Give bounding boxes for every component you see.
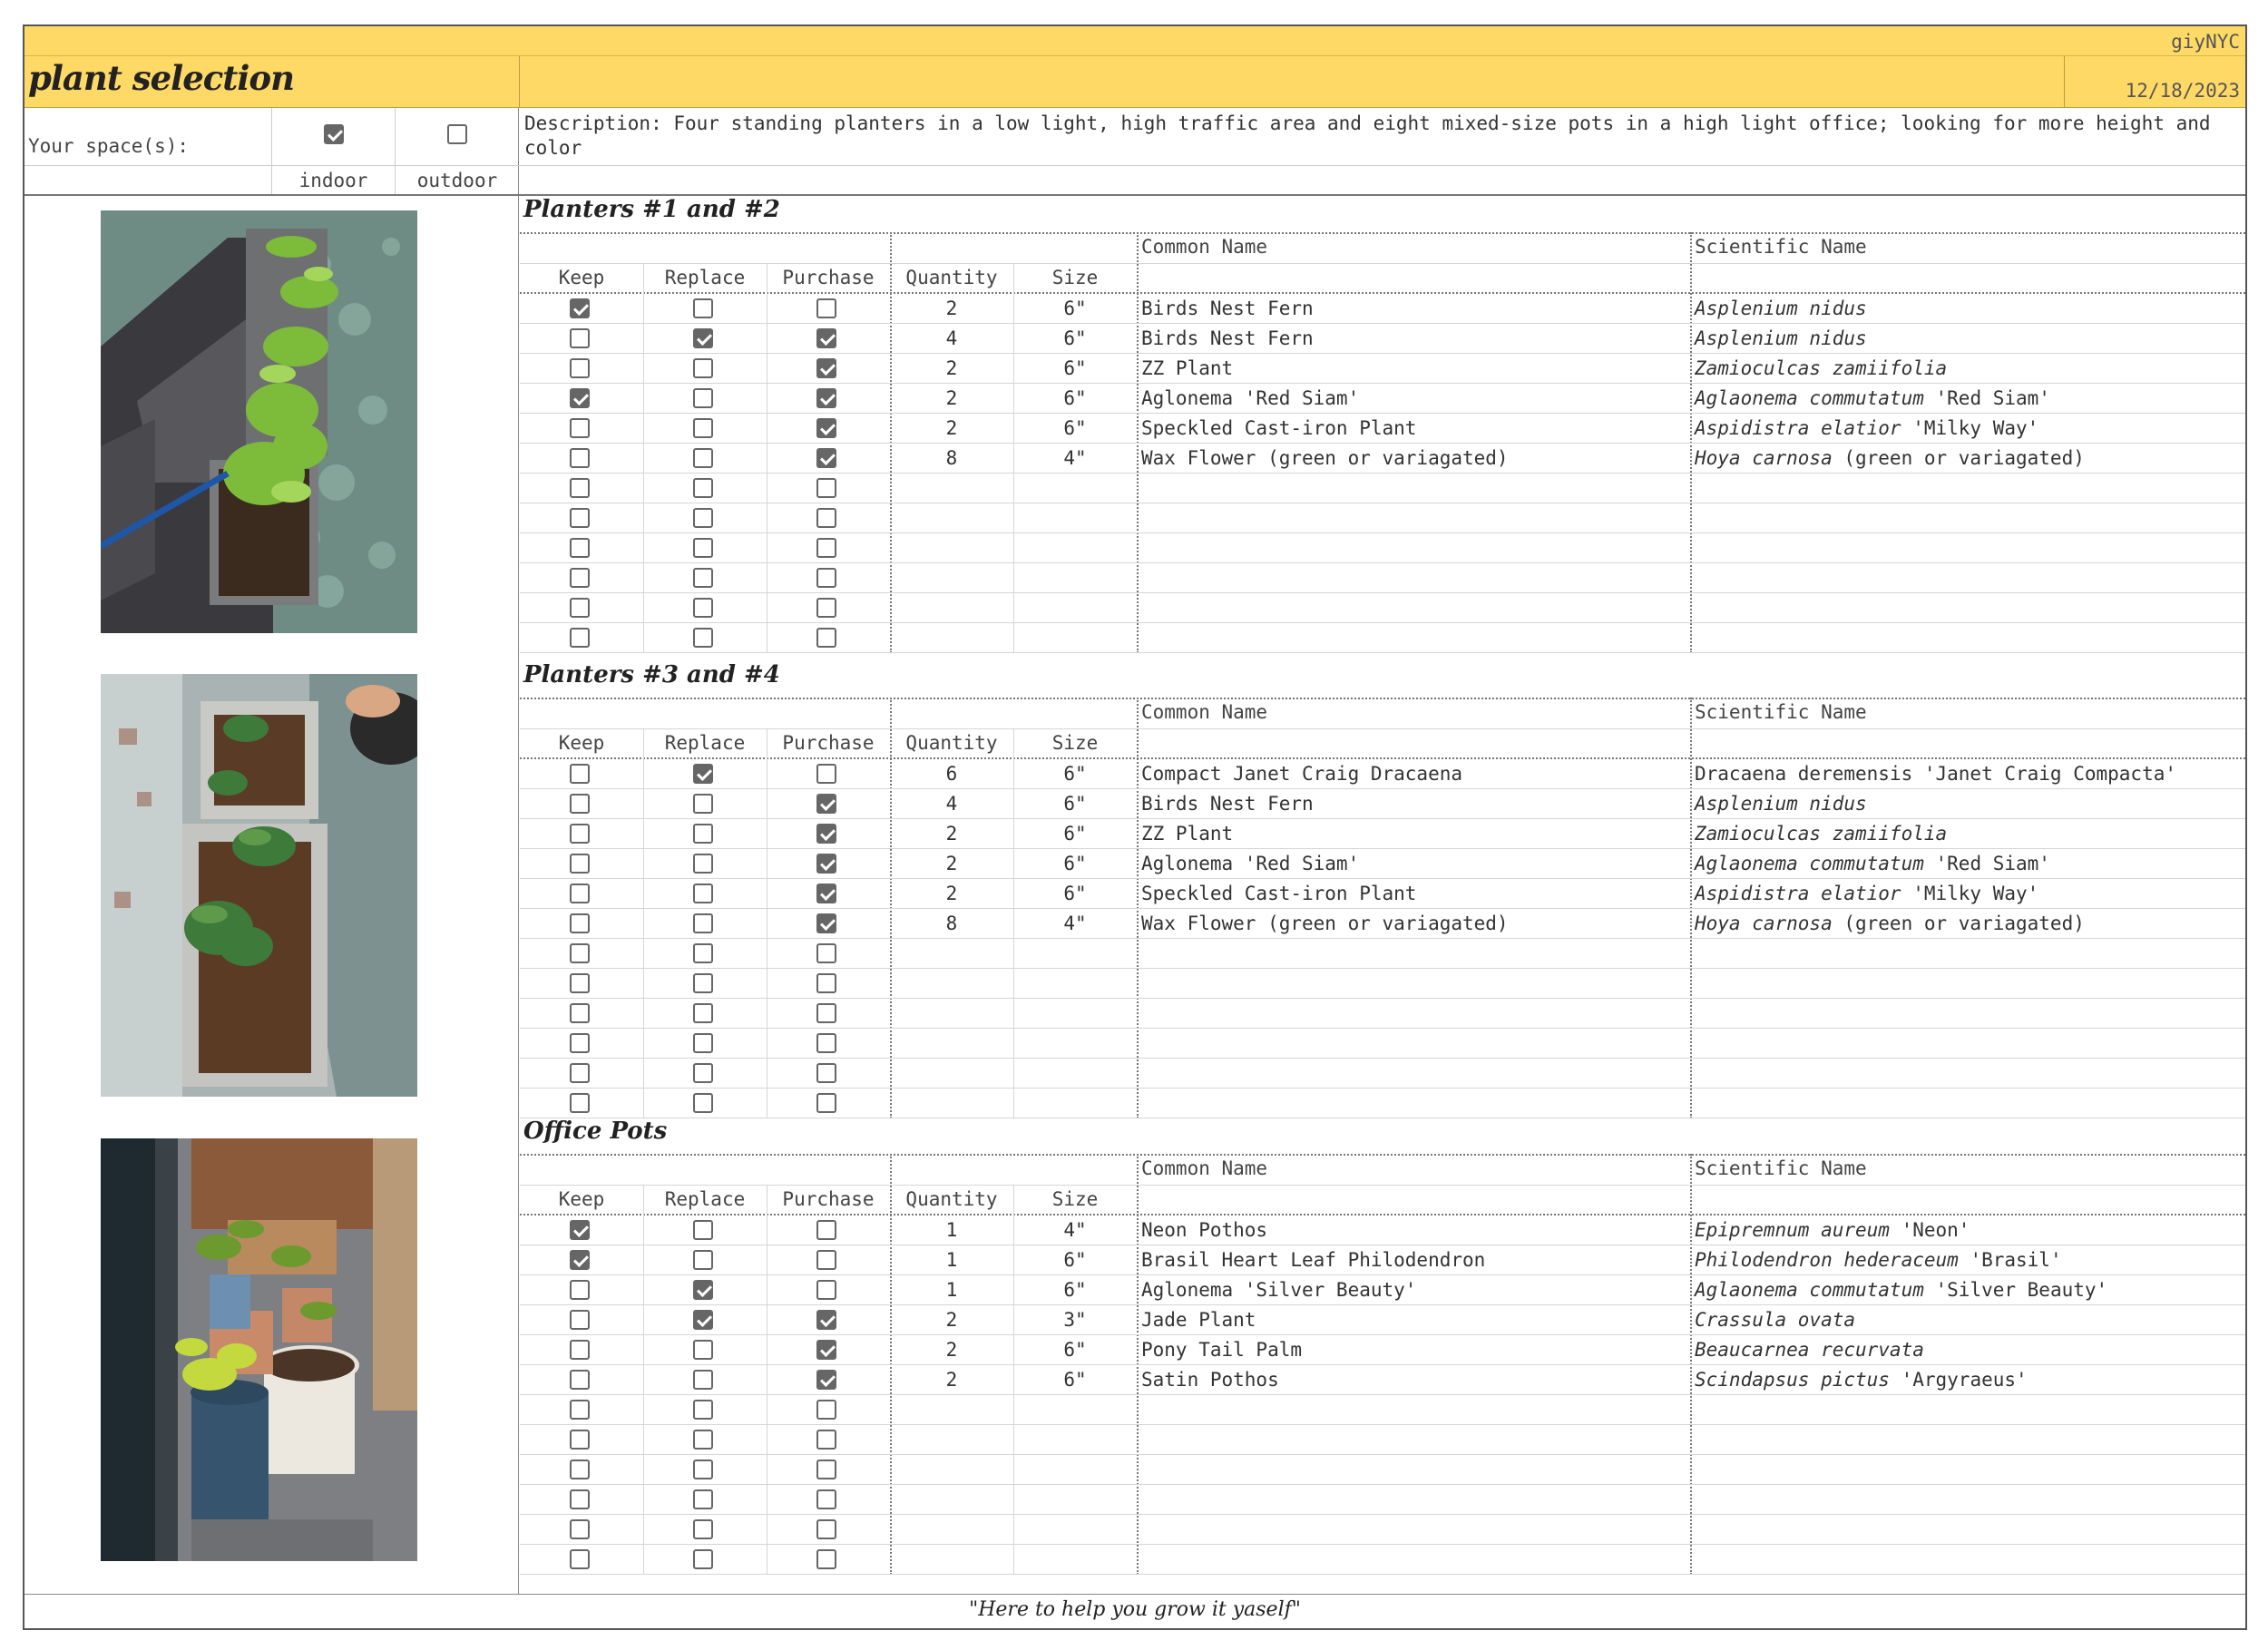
keep-checkbox[interactable] <box>570 418 590 438</box>
header-keep: Keep <box>558 732 605 754</box>
table-row <box>520 879 2245 909</box>
replace-checkbox[interactable] <box>693 568 713 588</box>
scientific-cultivar: 'Argyraeus' <box>1889 1369 2028 1391</box>
scientific-genus-species: Hoya carnosa <box>1695 913 1833 934</box>
size-cell[interactable]: 6" <box>1063 1369 1087 1391</box>
table-row <box>520 324 2245 354</box>
page-title: plant selection <box>28 58 294 98</box>
replace-checkbox[interactable] <box>693 328 713 348</box>
purchase-checkbox[interactable] <box>816 854 836 874</box>
replace-checkbox[interactable] <box>693 538 713 558</box>
purchase-checkbox[interactable] <box>816 973 836 993</box>
keep-checkbox[interactable] <box>570 298 590 318</box>
keep-checkbox[interactable] <box>570 328 590 348</box>
table-row <box>520 503 2245 533</box>
purchase-checkbox[interactable] <box>816 358 836 378</box>
common-name-cell[interactable]: Aglonema 'Red Siam' <box>1141 853 1360 874</box>
scientific-genus-species: Aglaonema commutatum <box>1695 853 1924 874</box>
scientific-cultivar: 'Brasil' <box>1958 1249 2062 1271</box>
scientific-genus-species: Scindapsus pictus <box>1695 1369 1890 1391</box>
keep-checkbox[interactable] <box>570 1310 590 1330</box>
replace-checkbox[interactable] <box>693 448 713 468</box>
scientific-genus-species: Epipremnum aureum <box>1695 1219 1890 1241</box>
space-label: Your space(s): <box>28 135 190 157</box>
header-purchase: Purchase <box>782 732 875 754</box>
size-cell[interactable]: 6" <box>1063 763 1087 785</box>
quantity-cell[interactable]: 1 <box>945 1249 958 1271</box>
purchase-checkbox[interactable] <box>816 508 836 528</box>
quantity-cell[interactable]: 2 <box>945 1309 958 1331</box>
table-row <box>520 1485 2245 1515</box>
keep-checkbox[interactable] <box>570 764 590 784</box>
photo-column <box>24 196 519 1594</box>
purchase-checkbox[interactable] <box>816 1549 836 1569</box>
common-name-cell[interactable]: ZZ Plant <box>1141 357 1234 379</box>
purchase-checkbox[interactable] <box>816 794 836 814</box>
replace-checkbox[interactable] <box>693 854 713 874</box>
purchase-checkbox[interactable] <box>816 448 836 468</box>
header-common-name: Common Name <box>1141 1157 1268 1179</box>
scientific-cultivar: (green or variagated) <box>1832 913 2085 934</box>
common-name-cell[interactable]: Neon Pothos <box>1141 1219 1268 1241</box>
replace-checkbox[interactable] <box>693 1033 713 1053</box>
keep-checkbox[interactable] <box>570 824 590 844</box>
size-cell[interactable]: 4" <box>1063 1219 1087 1241</box>
header-replace: Replace <box>664 1188 746 1210</box>
table-row <box>520 294 2245 324</box>
scientific-name-cell[interactable] <box>1695 879 2038 909</box>
common-name-cell[interactable]: Jade Plant <box>1141 1309 1256 1331</box>
header-replace: Replace <box>664 732 746 754</box>
purchase-checkbox[interactable] <box>816 1220 836 1240</box>
quantity-cell[interactable]: 2 <box>945 417 958 439</box>
replace-checkbox[interactable] <box>693 1400 713 1420</box>
common-name-cell[interactable]: Aglonema 'Silver Beauty' <box>1141 1279 1417 1301</box>
table-row <box>520 1305 2245 1335</box>
common-name-cell[interactable]: Compact Janet Craig Dracaena <box>1141 763 1463 785</box>
scientific-genus-species: Aglaonema commutatum <box>1695 387 1924 409</box>
keep-checkbox[interactable] <box>570 1093 590 1113</box>
header-scientific-name: Scientific Name <box>1695 236 1867 258</box>
purchase-checkbox[interactable] <box>816 1250 836 1270</box>
purchase-checkbox[interactable] <box>816 538 836 558</box>
header-quantity: Quantity <box>905 267 998 288</box>
table-row <box>520 623 2245 653</box>
table-row <box>520 384 2245 414</box>
header-purchase: Purchase <box>782 267 875 288</box>
table-row <box>520 939 2245 969</box>
quantity-cell[interactable]: 2 <box>945 298 958 319</box>
keep-checkbox[interactable] <box>570 568 590 588</box>
replace-checkbox[interactable] <box>693 1489 713 1509</box>
replace-checkbox[interactable] <box>693 508 713 528</box>
header-common-name: Common Name <box>1141 236 1268 258</box>
replace-checkbox[interactable] <box>693 1093 713 1113</box>
replace-checkbox[interactable] <box>693 1340 713 1360</box>
scientific-name-cell[interactable] <box>1695 909 2085 939</box>
keep-checkbox[interactable] <box>570 538 590 558</box>
keep-checkbox[interactable] <box>570 628 590 648</box>
header-replace: Replace <box>664 267 746 288</box>
keep-checkbox[interactable] <box>570 1400 590 1420</box>
header-size: Size <box>1051 267 1099 288</box>
scientific-genus-species: Aspidistra elatior <box>1695 883 1901 904</box>
table-row <box>520 1455 2245 1485</box>
size-cell[interactable]: 6" <box>1063 417 1087 439</box>
space-option-indoor[interactable] <box>271 108 395 194</box>
size-cell[interactable]: 6" <box>1063 1339 1087 1361</box>
scientific-cultivar: 'Silver Beauty' <box>1923 1279 2108 1301</box>
header-scientific-name: Scientific Name <box>1695 1157 1867 1179</box>
common-name-cell[interactable]: Speckled Cast-iron Plant <box>1141 883 1417 904</box>
quantity-cell[interactable]: 6 <box>945 763 958 785</box>
replace-checkbox[interactable] <box>693 1519 713 1539</box>
purchase-checkbox[interactable] <box>816 913 836 933</box>
purchase-checkbox[interactable] <box>816 1033 836 1053</box>
section-title: Planters #3 and #4 <box>523 661 780 688</box>
keep-checkbox[interactable] <box>570 1033 590 1053</box>
size-cell[interactable]: 6" <box>1063 298 1087 319</box>
common-name-cell[interactable]: Birds Nest Fern <box>1141 327 1314 349</box>
scientific-genus-species: Zamioculcas zamiifolia <box>1695 823 1948 845</box>
space-option-outdoor[interactable] <box>395 108 519 194</box>
header-mid-rule <box>520 263 2245 264</box>
common-name-cell[interactable]: Wax Flower (green or variagated) <box>1141 447 1509 469</box>
keep-checkbox[interactable] <box>570 913 590 933</box>
common-name-cell[interactable]: Wax Flower (green or variagated) <box>1141 913 1509 934</box>
section-title: Office Pots <box>523 1118 668 1145</box>
table-row <box>520 1365 2245 1395</box>
scientific-name-cell[interactable] <box>1695 444 2085 474</box>
size-cell[interactable]: 6" <box>1063 793 1087 815</box>
replace-checkbox[interactable] <box>693 478 713 498</box>
scientific-cultivar: (green or variagated) <box>1832 447 2085 469</box>
size-cell[interactable]: 4" <box>1063 447 1087 469</box>
table-row <box>520 999 2245 1029</box>
table-row <box>520 759 2245 789</box>
replace-checkbox[interactable] <box>693 388 713 408</box>
keep-checkbox[interactable] <box>570 508 590 528</box>
scientific-genus-species: Aglaonema commutatum <box>1695 1279 1924 1301</box>
sheet-date: 12/18/2023 <box>2125 80 2240 102</box>
scientific-genus-species: Zamioculcas zamiifolia <box>1695 357 1948 379</box>
keep-checkbox[interactable] <box>570 884 590 903</box>
purchase-checkbox[interactable] <box>816 824 836 844</box>
scientific-name-cell[interactable] <box>1695 849 2050 879</box>
replace-checkbox[interactable] <box>693 1430 713 1450</box>
table-row <box>520 969 2245 999</box>
header-divider <box>2064 56 2065 108</box>
purchase-checkbox[interactable] <box>816 1340 836 1360</box>
header-quantity: Quantity <box>905 732 998 754</box>
table-row <box>520 444 2245 474</box>
header-purchase: Purchase <box>782 1188 875 1210</box>
table-row <box>520 1425 2245 1455</box>
header-quantity: Quantity <box>905 1188 998 1210</box>
purchase-checkbox[interactable] <box>816 298 836 318</box>
scientific-name-cell[interactable] <box>1695 1245 2062 1275</box>
size-cell[interactable]: 6" <box>1063 823 1087 845</box>
header-top-rule <box>520 232 2245 234</box>
scientific-name-cell[interactable] <box>1695 759 2176 789</box>
purchase-checkbox[interactable] <box>816 943 836 963</box>
table-row <box>520 1335 2245 1365</box>
header-mid-rule <box>520 1185 2245 1186</box>
common-name-cell[interactable]: Birds Nest Fern <box>1141 298 1314 319</box>
scientific-genus-species: Aspidistra elatior <box>1695 417 1901 439</box>
scientific-genus-species: Philodendron hederaceum <box>1695 1249 1959 1271</box>
table-row <box>520 1216 2245 1245</box>
purchase-checkbox[interactable] <box>816 1310 836 1330</box>
replace-checkbox[interactable] <box>693 824 713 844</box>
brand-name: giyNYC <box>2171 31 2240 53</box>
header-mid-rule <box>520 728 2245 729</box>
scientific-name-cell[interactable] <box>1695 819 1947 849</box>
outdoor-checkbox[interactable] <box>447 124 467 144</box>
table-row <box>520 1395 2245 1425</box>
office-pots-photo <box>101 1138 417 1561</box>
header-top-rule <box>520 698 2245 699</box>
scientific-name-cell[interactable] <box>1695 1305 1855 1335</box>
table-row <box>520 1245 2245 1275</box>
purchase-checkbox[interactable] <box>816 1489 836 1509</box>
quantity-cell[interactable]: 4 <box>945 793 958 815</box>
keep-checkbox[interactable] <box>570 1549 590 1569</box>
size-cell[interactable]: 6" <box>1063 883 1087 904</box>
quantity-cell[interactable]: 2 <box>945 823 958 845</box>
outdoor-label: outdoor <box>416 170 498 191</box>
table-row <box>520 593 2245 623</box>
table-row <box>520 909 2245 939</box>
size-cell[interactable]: 6" <box>1063 853 1087 874</box>
brand-bar <box>24 26 2245 56</box>
scientific-name-cell[interactable] <box>1695 384 2050 414</box>
planter-photo-1 <box>101 210 417 633</box>
quantity-cell[interactable]: 2 <box>945 1339 958 1361</box>
common-name-cell[interactable]: Brasil Heart Leaf Philodendron <box>1141 1249 1486 1271</box>
keep-checkbox[interactable] <box>570 943 590 963</box>
size-cell[interactable]: 6" <box>1063 1279 1087 1301</box>
replace-checkbox[interactable] <box>693 1310 713 1330</box>
quantity-cell[interactable]: 2 <box>945 357 958 379</box>
replace-checkbox[interactable] <box>693 973 713 993</box>
keep-checkbox[interactable] <box>570 448 590 468</box>
tagline: "Here to help you grow it yaself" <box>969 1598 1301 1621</box>
scientific-genus-species: Crassula ovata <box>1695 1309 1856 1331</box>
purchase-checkbox[interactable] <box>816 568 836 588</box>
replace-checkbox[interactable] <box>693 1063 713 1083</box>
scientific-cultivar: 'Red Siam' <box>1923 387 2050 409</box>
purchase-checkbox[interactable] <box>816 598 836 618</box>
purchase-checkbox[interactable] <box>816 478 836 498</box>
keep-checkbox[interactable] <box>570 1460 590 1479</box>
replace-checkbox[interactable] <box>693 943 713 963</box>
scientific-name-cell[interactable] <box>1695 294 1867 324</box>
size-cell[interactable]: 6" <box>1063 357 1087 379</box>
header-common-name: Common Name <box>1141 701 1268 723</box>
header-keep: Keep <box>558 1188 605 1210</box>
common-name-cell[interactable]: Speckled Cast-iron Plant <box>1141 417 1417 439</box>
purchase-checkbox[interactable] <box>816 1370 836 1390</box>
quantity-cell[interactable]: 2 <box>945 387 958 409</box>
purchase-checkbox[interactable] <box>816 1280 836 1300</box>
replace-checkbox[interactable] <box>693 1003 713 1023</box>
scientific-cultivar: 'Milky Way' <box>1901 417 2039 439</box>
keep-checkbox[interactable] <box>570 388 590 408</box>
table-row <box>520 474 2245 503</box>
common-name-cell[interactable]: Birds Nest Fern <box>1141 793 1314 815</box>
keep-checkbox[interactable] <box>570 1220 590 1240</box>
scientific-name-cell[interactable] <box>1695 1216 1970 1245</box>
table-row <box>520 1515 2245 1545</box>
description-divider <box>519 165 2245 166</box>
section-title: Planters #1 and #2 <box>523 196 780 223</box>
plant-selection-sheet <box>23 24 2247 1630</box>
replace-checkbox[interactable] <box>693 1460 713 1479</box>
header-scientific-name: Scientific Name <box>1695 701 1867 723</box>
keep-checkbox[interactable] <box>570 854 590 874</box>
keep-checkbox[interactable] <box>570 598 590 618</box>
scientific-cultivar: 'Milky Way' <box>1901 883 2039 904</box>
quantity-cell[interactable]: 1 <box>945 1219 958 1241</box>
purchase-checkbox[interactable] <box>816 628 836 648</box>
keep-checkbox[interactable] <box>570 1280 590 1300</box>
keep-checkbox[interactable] <box>570 1519 590 1539</box>
replace-checkbox[interactable] <box>693 1280 713 1300</box>
scientific-genus-species: Asplenium nidus <box>1695 793 1867 815</box>
keep-checkbox[interactable] <box>570 1003 590 1023</box>
quantity-cell[interactable]: 8 <box>945 447 958 469</box>
quantity-cell[interactable]: 8 <box>945 913 958 934</box>
purchase-checkbox[interactable] <box>816 764 836 784</box>
common-name-cell[interactable]: Aglonema 'Red Siam' <box>1141 387 1360 409</box>
table-row <box>520 563 2245 593</box>
space-description[interactable]: Description: Four standing planters in a low light, high traffic area and eight mixed-size pots in a high light office; looking for more height and color <box>524 112 2211 159</box>
purchase-checkbox[interactable] <box>816 418 836 438</box>
keep-checkbox[interactable] <box>570 1430 590 1450</box>
scientific-cultivar: 'Red Siam' <box>1923 853 2050 874</box>
replace-checkbox[interactable] <box>693 884 713 903</box>
keep-checkbox[interactable] <box>570 1063 590 1083</box>
scientific-name-cell[interactable] <box>1695 1275 2107 1305</box>
purchase-checkbox[interactable] <box>816 884 836 903</box>
replace-checkbox[interactable] <box>693 1549 713 1569</box>
table-row <box>520 1059 2245 1089</box>
size-cell[interactable]: 6" <box>1063 327 1087 349</box>
scientific-name-cell[interactable] <box>1695 324 1867 354</box>
scientific-name-cell[interactable] <box>1695 1335 1924 1365</box>
quantity-cell[interactable]: 2 <box>945 883 958 904</box>
table-row <box>520 1275 2245 1305</box>
table-row <box>520 849 2245 879</box>
replace-checkbox[interactable] <box>693 358 713 378</box>
keep-checkbox[interactable] <box>570 1489 590 1509</box>
scientific-genus-species: Hoya carnosa <box>1695 447 1833 469</box>
purchase-checkbox[interactable] <box>816 1003 836 1023</box>
purchase-checkbox[interactable] <box>816 1519 836 1539</box>
planter-photo-2 <box>101 674 417 1097</box>
purchase-checkbox[interactable] <box>816 388 836 408</box>
purchase-checkbox[interactable] <box>816 328 836 348</box>
replace-checkbox[interactable] <box>693 913 713 933</box>
header-top-rule <box>520 1154 2245 1156</box>
purchase-checkbox[interactable] <box>816 1093 836 1113</box>
table-row <box>520 819 2245 849</box>
scientific-genus-species: Asplenium nidus <box>1695 327 1867 349</box>
keep-checkbox[interactable] <box>570 1340 590 1360</box>
space-selector <box>24 108 519 194</box>
quantity-cell[interactable]: 4 <box>945 327 958 349</box>
header-keep: Keep <box>558 267 605 288</box>
scientific-name-cell[interactable] <box>1695 354 1947 384</box>
replace-checkbox[interactable] <box>693 628 713 648</box>
common-name-cell[interactable]: ZZ Plant <box>1141 823 1234 845</box>
header-divider <box>519 56 520 108</box>
keep-checkbox[interactable] <box>570 1250 590 1270</box>
quantity-cell[interactable]: 2 <box>945 1369 958 1391</box>
scientific-genus-species: Beaucarnea recurvata <box>1695 1339 1924 1361</box>
size-cell[interactable]: 6" <box>1063 1249 1087 1271</box>
replace-checkbox[interactable] <box>693 418 713 438</box>
size-cell[interactable]: 6" <box>1063 387 1087 409</box>
header-size: Size <box>1051 1188 1099 1210</box>
purchase-checkbox[interactable] <box>816 1460 836 1479</box>
scientific-cultivar: 'Neon' <box>1889 1219 1970 1241</box>
common-name-cell[interactable]: Satin Pothos <box>1141 1369 1279 1391</box>
scientific-name-cell[interactable] <box>1695 1365 2028 1395</box>
replace-checkbox[interactable] <box>693 1250 713 1270</box>
indoor-checkbox[interactable] <box>324 124 344 144</box>
quantity-cell[interactable]: 1 <box>945 1279 958 1301</box>
keep-checkbox[interactable] <box>570 358 590 378</box>
table-row <box>520 789 2245 819</box>
size-cell[interactable]: 3" <box>1063 1309 1087 1331</box>
scientific-genus-species: Asplenium nidus <box>1695 298 1867 319</box>
replace-checkbox[interactable] <box>693 1220 713 1240</box>
replace-checkbox[interactable] <box>693 298 713 318</box>
table-row <box>520 533 2245 563</box>
keep-checkbox[interactable] <box>570 1370 590 1390</box>
title-bar <box>24 56 2245 108</box>
replace-checkbox[interactable] <box>693 1370 713 1390</box>
size-cell[interactable]: 4" <box>1063 913 1087 934</box>
scientific-name-cell[interactable] <box>1695 414 2038 444</box>
replace-checkbox[interactable] <box>693 598 713 618</box>
keep-checkbox[interactable] <box>570 794 590 814</box>
common-name-cell[interactable]: Pony Tail Palm <box>1141 1339 1303 1361</box>
table-row <box>520 1089 2245 1118</box>
table-row <box>520 414 2245 444</box>
scientific-name-cell[interactable] <box>1695 789 1867 819</box>
table-row <box>520 1029 2245 1059</box>
quantity-cell[interactable]: 2 <box>945 853 958 874</box>
keep-checkbox[interactable] <box>570 973 590 993</box>
table-row <box>520 354 2245 384</box>
purchase-checkbox[interactable] <box>816 1430 836 1450</box>
purchase-checkbox[interactable] <box>816 1063 836 1083</box>
purchase-checkbox[interactable] <box>816 1400 836 1420</box>
keep-checkbox[interactable] <box>570 478 590 498</box>
header-size: Size <box>1051 732 1099 754</box>
footer <box>24 1594 2245 1630</box>
replace-checkbox[interactable] <box>693 764 713 784</box>
scientific-cultivar: Dracaena deremensis 'Janet Craig Compacta' <box>1695 763 2177 785</box>
table-row <box>520 1545 2245 1575</box>
replace-checkbox[interactable] <box>693 794 713 814</box>
indoor-label: indoor <box>298 170 368 191</box>
